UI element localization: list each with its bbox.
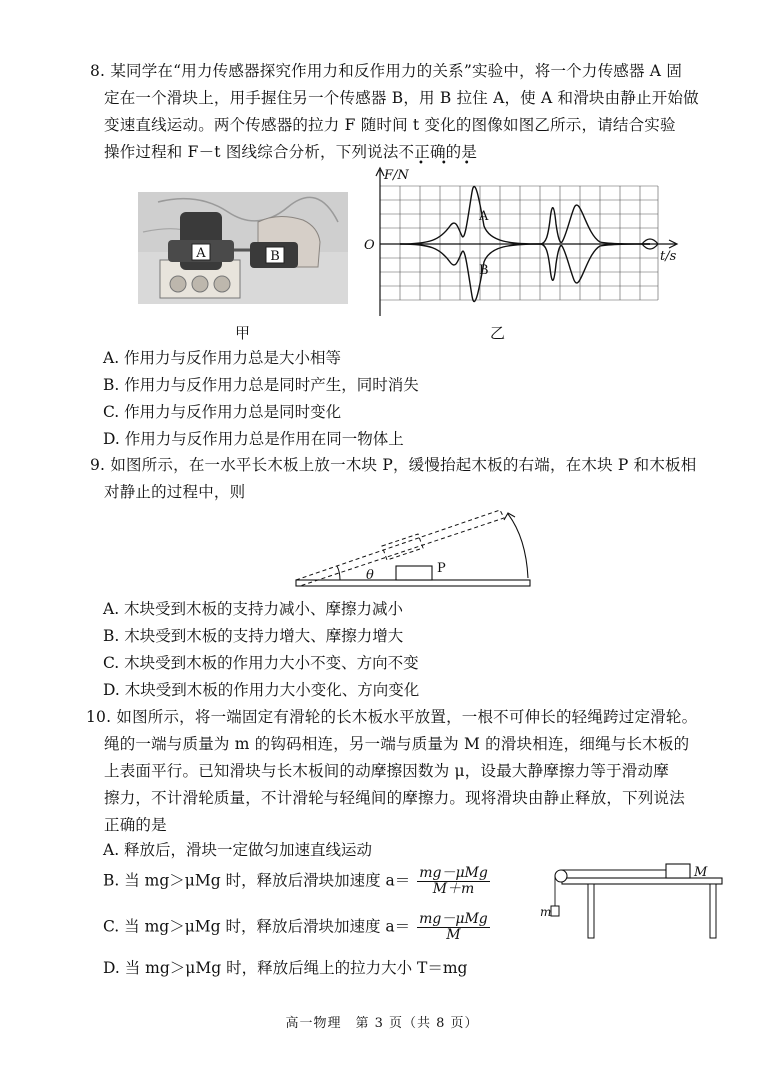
q9-option-a: A. 木块受到木板的支持力减小、摩擦力减小 bbox=[103, 600, 404, 618]
incline-diagram bbox=[290, 508, 540, 592]
block-p bbox=[396, 566, 432, 580]
block-M bbox=[666, 864, 690, 878]
curve-a bbox=[400, 186, 650, 244]
q10-option-b-fraction bbox=[417, 866, 490, 897]
q8-line-1: 8. 某同学在“用力传感器探究作用力和反作用力的关系”实验中，将一个力传感器 A 固 bbox=[90, 62, 683, 80]
emphasis-dots: ••• bbox=[418, 158, 487, 169]
q10-line-5: 正确的是 bbox=[104, 816, 167, 834]
q8-line-3: 变速直线运动。两个传感器的拉力 F 随时间 t 变化的图像如图乙所示，请结合实验 bbox=[104, 116, 676, 134]
fraction-numerator: mg－μMg bbox=[419, 911, 488, 927]
fraction-denominator: M＋m bbox=[432, 881, 475, 897]
sensor-photo bbox=[138, 192, 348, 304]
table-leg-right bbox=[710, 884, 716, 938]
label-m: m bbox=[540, 905, 552, 919]
fraction-denominator: M bbox=[446, 927, 461, 943]
q10-option-a: A. 释放后，滑块一定做匀加速直线运动 bbox=[103, 841, 373, 859]
q8-option-d: D. 作用力与反作用力总是作用在同一物体上 bbox=[103, 430, 404, 448]
caption-yi: 乙 bbox=[490, 324, 506, 342]
q9-line-2: 对静止的过程中，则 bbox=[104, 483, 246, 501]
q10-option-c-text: C. 当 mg＞μMg 时，释放后滑块加速度 a＝ bbox=[103, 917, 411, 936]
photo-label-a: A bbox=[196, 246, 206, 261]
rotation-arrow bbox=[508, 514, 528, 578]
q9-option-b: B. 木块受到木板的支持力增大、摩擦力增大 bbox=[103, 627, 404, 645]
graph-origin: O bbox=[364, 238, 375, 253]
label-M: M bbox=[694, 865, 708, 880]
curve-a-label: A bbox=[479, 209, 489, 224]
question-9-stem bbox=[90, 452, 724, 506]
graph-xlabel: t/s bbox=[660, 249, 677, 264]
question-10-stem bbox=[86, 704, 730, 839]
page-footer: 高一物理 第 3 页（共 8 页） bbox=[285, 1016, 479, 1031]
q10-option-b-text: B. 当 mg＞μMg 时，释放后滑块加速度 a＝ bbox=[103, 871, 411, 890]
q10-line-1: 10. 如图所示，将一端固定有滑轮的长木板水平放置，一根不可伸长的轻绳跨过定滑轮。 bbox=[86, 708, 698, 726]
hanging-mass bbox=[551, 906, 559, 916]
q8-option-c: C. 作用力与反作用力总是同时变化 bbox=[103, 403, 342, 421]
curve-b bbox=[400, 244, 650, 302]
q9-option-c: C. 木块受到木板的作用力大小不变、方向不变 bbox=[103, 654, 419, 672]
q10-option-d: D. 当 mg＞μMg 时，释放后绳上的拉力大小 T＝mg bbox=[103, 959, 468, 977]
q10-option-c bbox=[103, 912, 492, 943]
caption-jia: 甲 bbox=[235, 324, 251, 342]
q8-line-2: 定在一个滑块上，用手握住另一个传感器 B，用 B 拉住 A，使 A 和滑块由静止开始做 bbox=[104, 89, 699, 107]
angle-label: θ bbox=[366, 568, 374, 583]
q10-option-b bbox=[103, 866, 492, 897]
block-label: P bbox=[437, 561, 446, 576]
q10-line-3: 上表面平行。已知滑块与长木板间的动摩擦因数为 μ，设最大静摩擦力等于滑动摩 bbox=[104, 762, 669, 780]
curve-b-label: B bbox=[479, 263, 489, 278]
table-leg-left bbox=[588, 884, 594, 938]
force-time-graph bbox=[360, 164, 680, 320]
pulley bbox=[555, 870, 567, 882]
pulley-table-diagram bbox=[536, 858, 726, 944]
q8-option-b: B. 作用力与反作用力总是同时产生，同时消失 bbox=[103, 376, 419, 394]
q9-line-1: 9. 如图所示，在一水平长木板上放一木块 P，缓慢抬起木板的右端，在木块 P 和木板相 bbox=[90, 456, 697, 474]
horizontal-board bbox=[296, 580, 530, 586]
photo-label-b: B bbox=[270, 249, 280, 264]
q10-line-2: 绳的一端与质量为 m 的钩码相连，另一端与质量为 M 的滑块相连，细绳与长木板的 bbox=[104, 735, 690, 753]
q8-option-a: A. 作用力与反作用力总是大小相等 bbox=[103, 349, 342, 367]
question-8-stem bbox=[90, 58, 724, 166]
q10-line-4: 擦力，不计滑轮质量，不计滑轮与轻绳间的摩擦力。现将滑块由静止释放，下列说法 bbox=[104, 789, 685, 807]
q9-option-d: D. 木块受到木板的作用力大小变化、方向变化 bbox=[103, 681, 420, 699]
fraction-numerator: mg－μMg bbox=[419, 865, 488, 881]
q10-option-c-fraction bbox=[417, 912, 490, 943]
graph-ylabel: F/N bbox=[384, 168, 409, 183]
q8-line-4: 操作过程和 F－t 图线综合分析，下列说法不正确的是 bbox=[104, 143, 478, 161]
